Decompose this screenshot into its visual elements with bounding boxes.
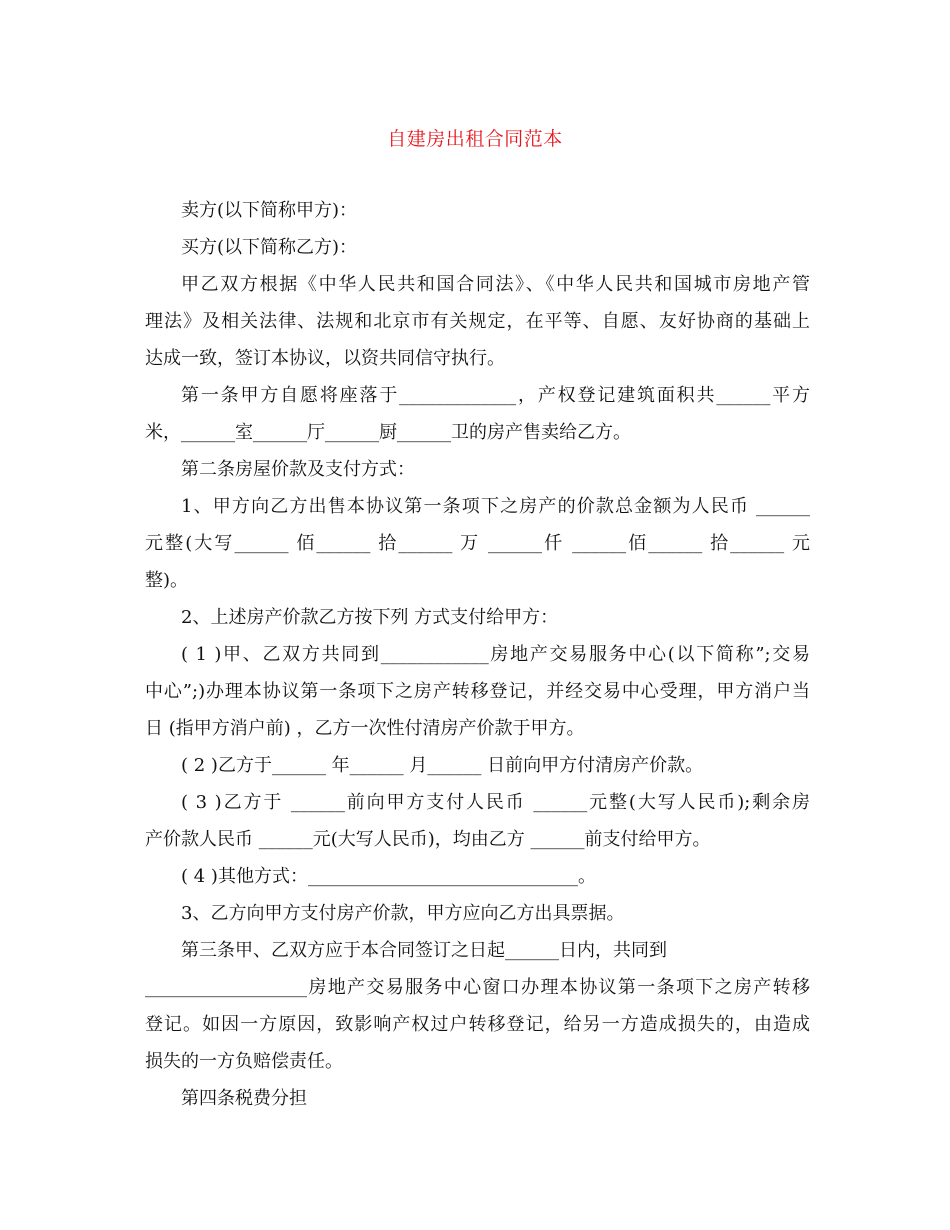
document-line: 登记。如因一方原因，致影响产权过户转移登记，给另一方造成损失的，由造成 [145, 1014, 810, 1035]
document-line: 损失的一方负赔偿责任。 [145, 1051, 343, 1072]
document-line: 第二条房屋价款及支付方式： [181, 459, 415, 480]
document-line: 理法》及相关法律、法规和北京市有关规定，在平等、自愿、友好协商的基础上 [145, 311, 810, 332]
document-line: ( 4 )其他方式：______________________________。 [181, 866, 596, 887]
document-line: 整)。 [145, 570, 189, 591]
document-line: 米，______室______厅______厨______卫的房产售卖给乙方。 [145, 422, 631, 443]
document-line: 达成一致，签订本协议，以资共同信守执行。 [145, 348, 505, 369]
document-line: 卖方(以下简称甲方)： [181, 200, 358, 221]
document-line: __________________房地产交易服务中心窗口办理本协议第一条项下之房产转移 [145, 977, 810, 998]
document-title: 自建房出租合同范本 [387, 128, 563, 150]
document-body [145, 192, 810, 1117]
document-line: 2、上述房产价款乙方按下列 方式支付给甲方： [181, 607, 559, 628]
document-line: ( 3 )乙方于 ______前向甲方支付人民币 ______元整(大写人民币);剩余房 [181, 792, 810, 813]
document-line: 1、甲方向乙方出售本协议第一条项下之房产的价款总金额为人民币 ______ [181, 496, 810, 517]
document-line: 3、乙方向甲方支付房产价款，甲方应向乙方出具票据。 [181, 903, 625, 924]
document-line: 买方(以下简称乙方)： [181, 237, 358, 258]
document-line: 第三条甲、乙双方应于本合同签订之日起______日内，共同到 [181, 940, 667, 961]
document-line: ( 1 )甲、乙双方共同到____________房地产交易服务中心(以下简称”;交易 [181, 644, 810, 665]
document-line: 第四条税费分担 [181, 1088, 307, 1109]
document-line: 第一条甲方自愿将座落于_____________，产权登记建筑面积共______平方 [181, 385, 810, 406]
document-line: 元整(大写______ 佰______ 拾______ 万 ______仟 ______佰______ 拾______ 元 [145, 533, 810, 554]
document-line: 产价款人民币 ______元(大写人民币)，均由乙方 ______前支付给甲方。 [145, 829, 711, 850]
document-line: 甲乙双方根据《中华人民共和国合同法》、《中华人民共和国城市房地产管 [181, 274, 810, 295]
document-line: 中心”;)办理本协议第一条项下之房产转移登记，并经交易中心受理，甲方消户当 [145, 681, 810, 702]
document-line: 日 (指甲方消户前) ，乙方一次性付清房产价款于甲方。 [145, 718, 585, 739]
document-line: ( 2 )乙方于______ 年______ 月______ 日前向甲方付清房产价款。 [181, 755, 704, 776]
